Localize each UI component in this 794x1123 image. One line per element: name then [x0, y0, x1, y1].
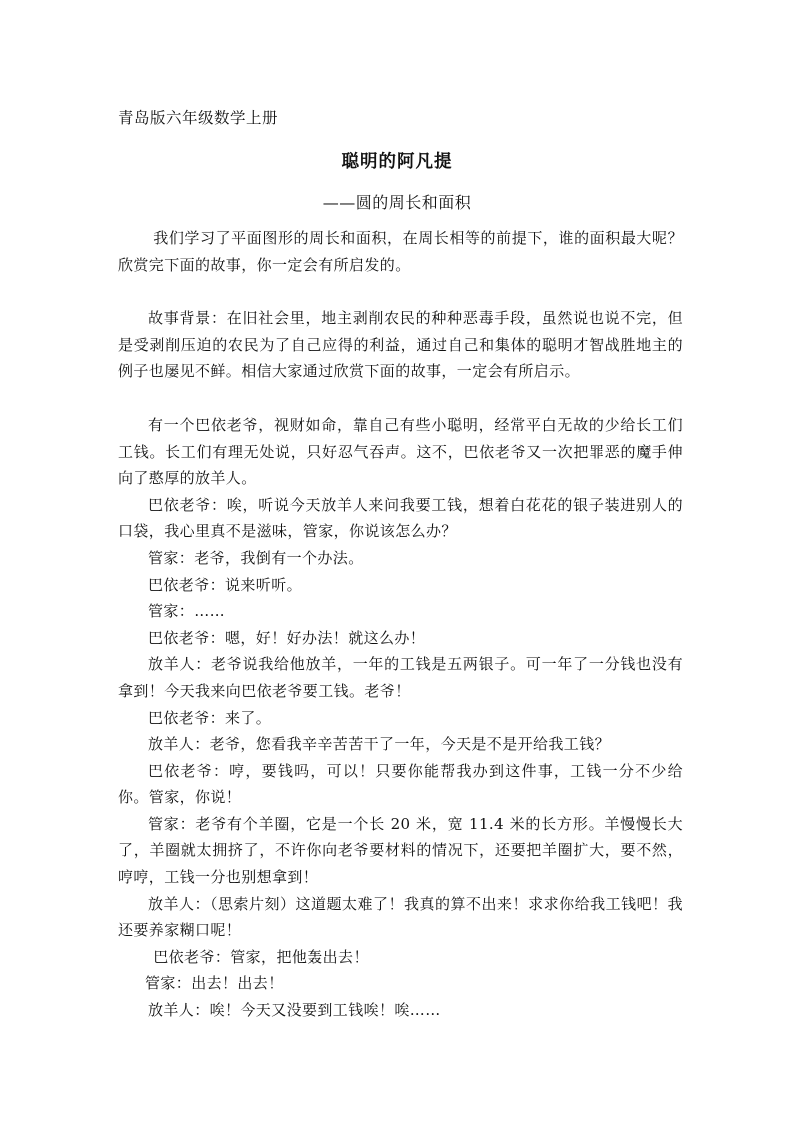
- dialogue-line: 放羊人：（思索片刻）这道题太难了！我真的算不出来！求求你给我工钱吧！我还要养家糊口呢！: [118, 894, 683, 940]
- dialogue-line: 巴依老爷：管家，把他轰出去！: [153, 947, 369, 966]
- dialogue-line: 放羊人：老爷说我给他放羊，一年的工钱是五两银子。可一年了一分钱也没有拿到！今天我来向巴依老爷要工钱。老爷！: [118, 655, 683, 700]
- dialogue-line: 放羊人：唉！今天又没要到工钱唉！唉……: [148, 1001, 441, 1020]
- background-paragraph: 故事背景：在旧社会里，地主剥削农民的种种恶毒手段，虽然说也说不完，但是受剥削压迫的农民为了自己应得的利益，通过自己和集体的聪明才智战胜地主的例子也屡见不鲜。相信大家通过欣赏下面的故事，一定会有所启示。: [118, 309, 683, 381]
- dialogue-line: 巴依老爷：来了。: [148, 708, 272, 727]
- intro-paragraph: 我们学习了平面图形的周长和面积，在周长相等的前提下，谁的面积最大呢？欣赏完下面的故事，你一定会有所启发的。: [118, 229, 683, 274]
- dialogue-line: 管家：……: [148, 602, 226, 621]
- dialogue-line: 巴依老爷：说来听听。: [148, 575, 303, 594]
- dialogue-line: 管家：老爷有个羊圈，它是一个长 20 米，宽 11.4 米的长方形。羊慢慢长大了，羊圈就太拥挤了，不许你向老爷要材料的情况下，还要把羊圈扩大，要不然，哼哼，工钱一分也别想拿到！: [118, 814, 683, 887]
- story-paragraph: 有一个巴依老爷，视财如命，靠自己有些小聪明，经常平白无故的少给长工们工钱。长工们有理无处说，只好忍气吞声。这不，巴依老爷又一次把罪恶的魔手伸向了憨厚的放羊人。: [118, 415, 683, 488]
- story-title: 聪明的阿凡提: [341, 152, 453, 172]
- dialogue-line: 巴依老爷：嗯，好！好办法！就这么办！: [148, 628, 426, 647]
- dialogue-line: 巴依老爷：唉，听说今天放羊人来问我要工钱，想着白花花的银子装进别人的口袋，我心里真不是滋味，管家，你说该怎么办？: [118, 495, 683, 541]
- dialogue-line: 管家：出去！出去！: [145, 974, 284, 993]
- dialogue-line: 管家：老爷，我倒有一个办法。: [148, 548, 364, 567]
- story-body: [118, 225, 683, 1024]
- book-header: 青岛版六年级数学上册: [118, 109, 279, 127]
- dialogue-line: 放羊人：老爷，您看我辛辛苦苦干了一年，今天是不是开给我工钱？: [148, 735, 611, 754]
- dialogue-line: 巴依老爷：哼，要钱吗，可以！只要你能帮我办到这件事，工钱一分不少给你。管家，你说！: [118, 761, 683, 807]
- story-subtitle: ——圆的周长和面积: [322, 193, 472, 212]
